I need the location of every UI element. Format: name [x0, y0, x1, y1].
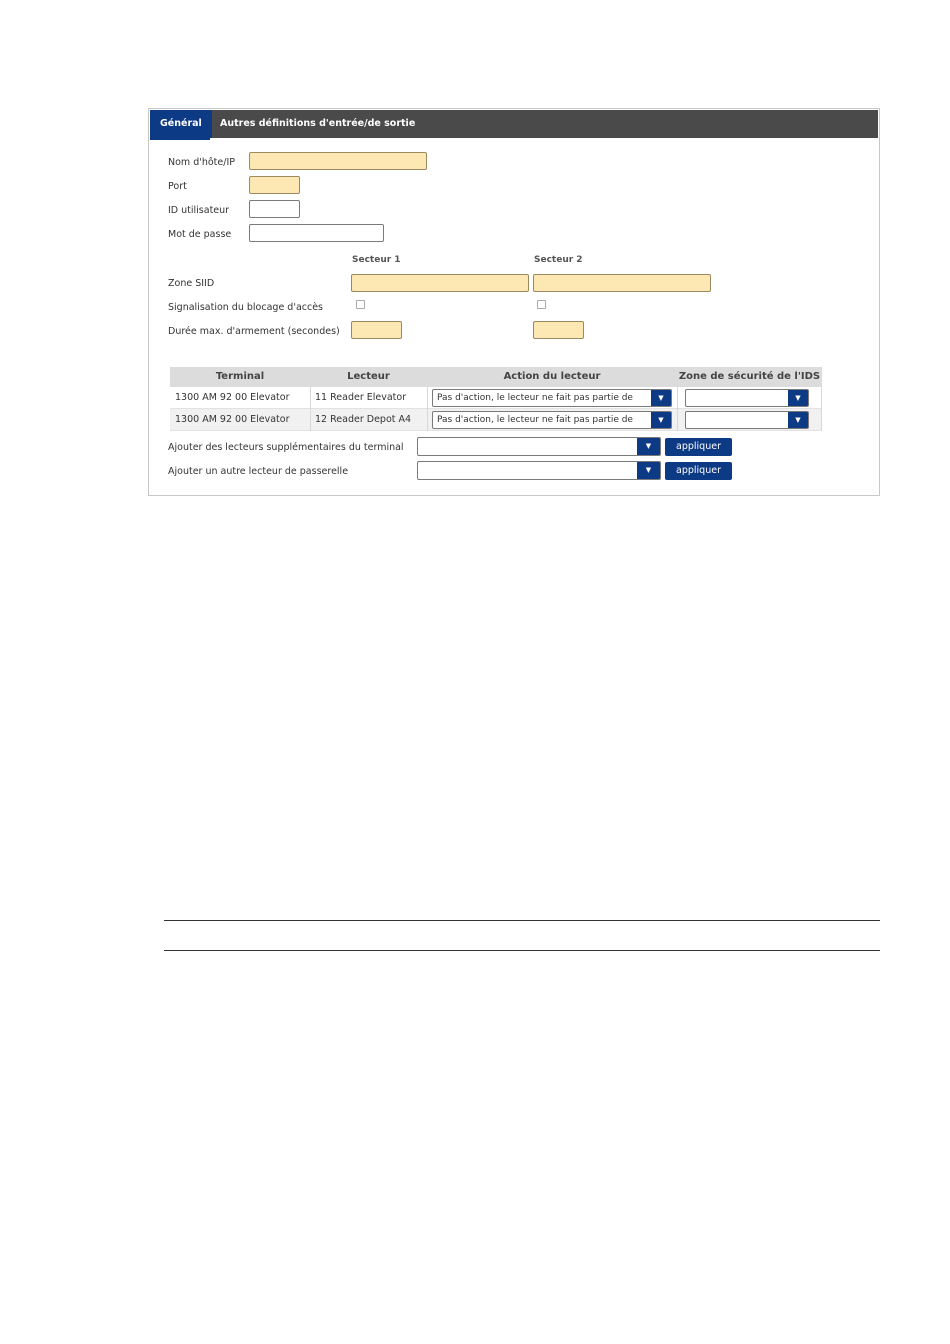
access-block-label: Signalisation du blocage d'accès [168, 302, 324, 313]
chevron-down-icon[interactable]: ▼ [788, 412, 808, 428]
port-label: Port [168, 181, 187, 192]
table-row [170, 409, 822, 431]
add-gateway-reader-select[interactable] [417, 461, 661, 480]
chevron-down-icon[interactable]: ▼ [637, 438, 660, 455]
table-header [170, 367, 822, 387]
cell-terminal: 1300 AM 92 00 Elevator [175, 392, 290, 403]
apply-gateway-reader-button[interactable]: appliquer [665, 462, 732, 480]
cell-reader: 11 Reader Elevator [315, 392, 407, 403]
add-terminal-readers-value [422, 438, 638, 454]
access-block-sector1-checkbox[interactable] [356, 300, 365, 309]
chevron-down-icon[interactable]: ▼ [637, 462, 660, 479]
apply-terminal-readers-button[interactable]: appliquer [665, 438, 732, 456]
cell-reader: 12 Reader Depot A4 [315, 414, 412, 425]
arming-duration-label: Durée max. d'armement (secondes) [168, 326, 340, 337]
add-terminal-readers-label: Ajouter des lecteurs supplémentaires du terminal [168, 442, 404, 453]
tab-bar [150, 110, 878, 138]
ids-zone-value [690, 412, 786, 428]
port-input[interactable] [249, 176, 300, 194]
active-tab-indicator [150, 138, 210, 140]
zone-siid-label: Zone SIID [168, 278, 215, 289]
table-row [170, 387, 822, 409]
reader-action-select[interactable] [432, 389, 672, 407]
add-terminal-readers-select[interactable] [417, 437, 661, 456]
arming-duration-sector2-input[interactable] [533, 321, 584, 339]
zone-siid-sector1-input[interactable] [351, 274, 529, 292]
userid-input[interactable] [249, 200, 300, 218]
reader-action-select[interactable] [432, 411, 672, 429]
hostname-input[interactable] [249, 152, 427, 170]
chevron-down-icon[interactable]: ▼ [788, 390, 808, 406]
tab-other-io-definitions[interactable]: Autres définitions d'entrée/de sortie [220, 118, 416, 129]
col-ids-zone: Zone de sécurité de l'IDS [678, 371, 821, 382]
tab-general[interactable]: Général [150, 110, 212, 138]
ids-zone-select[interactable] [685, 389, 809, 407]
sector1-header: Secteur 1 [352, 255, 401, 265]
userid-label: ID utilisateur [168, 205, 230, 216]
separator-line-top [164, 920, 880, 921]
hostname-label: Nom d'hôte/IP [168, 157, 235, 168]
col-reader-action: Action du lecteur [503, 371, 601, 382]
arming-duration-sector1-input[interactable] [351, 321, 402, 339]
col-reader: Lecteur [347, 371, 390, 382]
add-gateway-reader-value [422, 462, 638, 478]
col-terminal: Terminal [215, 371, 265, 382]
ids-zone-select[interactable] [685, 411, 809, 429]
reader-action-value: Pas d'action, le lecteur ne fait pas partie de [437, 393, 633, 403]
reader-action-value: Pas d'action, le lecteur ne fait pas partie de [437, 415, 633, 425]
password-input[interactable] [249, 224, 384, 242]
cell-terminal: 1300 AM 92 00 Elevator [175, 414, 290, 425]
chevron-down-icon[interactable]: ▼ [651, 412, 671, 428]
password-label: Mot de passe [168, 229, 232, 240]
access-block-sector2-checkbox[interactable] [537, 300, 546, 309]
separator-line-bottom [164, 950, 880, 951]
zone-siid-sector2-input[interactable] [533, 274, 711, 292]
sector2-header: Secteur 2 [534, 255, 583, 265]
add-gateway-reader-label: Ajouter un autre lecteur de passerelle [168, 466, 349, 477]
ids-zone-value [690, 390, 786, 406]
settings-panel [148, 108, 880, 496]
chevron-down-icon[interactable]: ▼ [651, 390, 671, 406]
